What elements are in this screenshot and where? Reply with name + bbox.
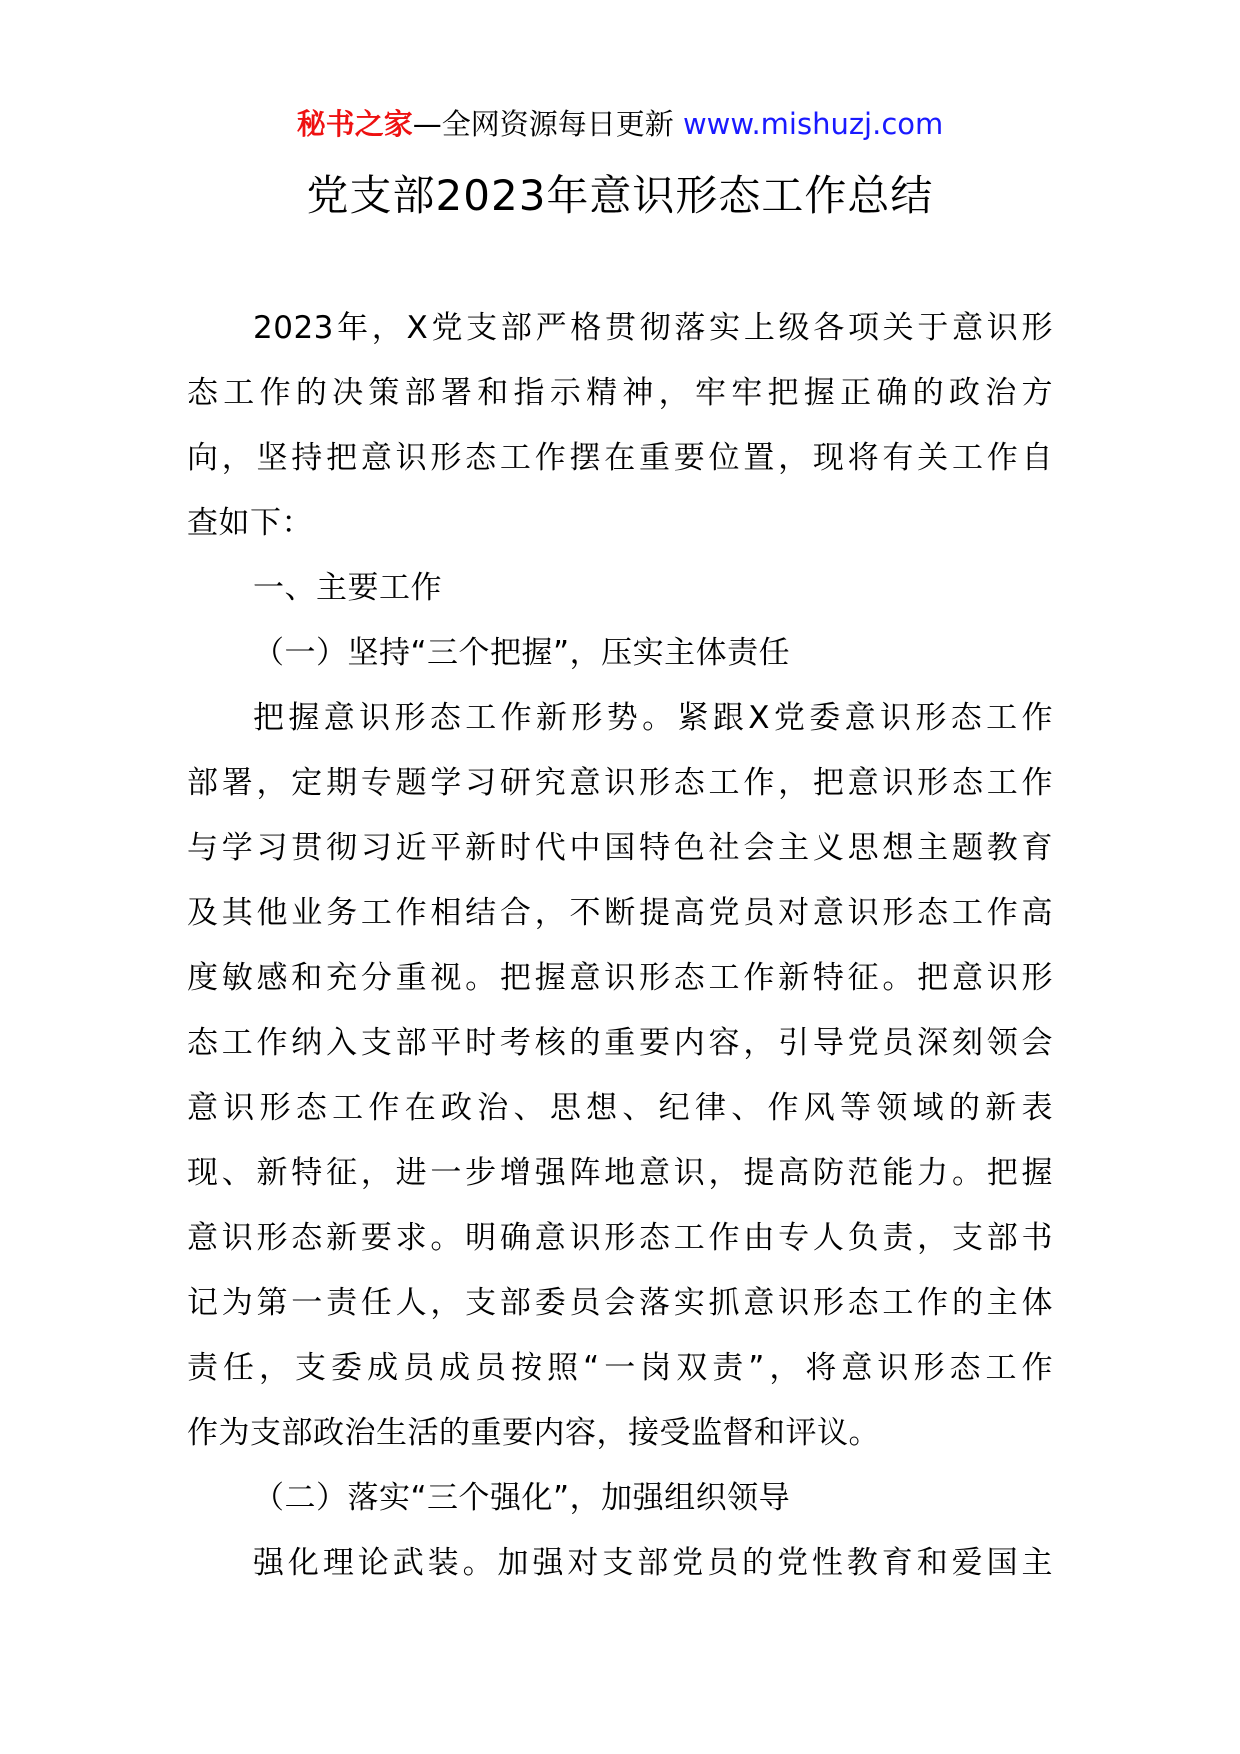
brand-name: 秘书之家 <box>296 107 413 141</box>
text-line: 查如下： <box>187 505 313 541</box>
text-line: 度敏感和充分重视。把握意识形态工作新特征。把意识形 <box>187 960 1053 996</box>
document-body <box>187 296 1053 1596</box>
text-line: 及其他业务工作相结合，不断提高党员对意识形态工作高 <box>187 895 1053 931</box>
header-slogan: —全网资源每日更新 <box>412 107 674 141</box>
text-line: 部署，定期专题学习研究意识形态工作，把意识形态工作 <box>187 765 1053 801</box>
text-line: 意识形态工作在政治、思想、纪律、作风等领域的新表 <box>187 1090 1053 1126</box>
text-line: 把握意识形态工作新形势。紧跟X党委意识形态工作 <box>253 700 1053 736</box>
document-title: 党支部2023年意识形态工作总结 <box>306 171 934 220</box>
text-line: 意识形态新要求。明确意识形态工作由专人负责，支部书 <box>187 1220 1053 1256</box>
site-link[interactable]: www.mishuzj.com <box>682 107 944 141</box>
text-line: 责任，支委成员成员按照“一岗双责”，将意识形态工作 <box>187 1350 1053 1386</box>
text-line: （二）落实“三个强化”，加强组织领导 <box>253 1480 791 1516</box>
text-line: 一、主要工作 <box>253 570 442 606</box>
text-line: 态工作的决策部署和指示精神，牢牢把握正确的政治方 <box>187 375 1053 411</box>
text-line: 态工作纳入支部平时考核的重要内容，引导党员深刻领会 <box>187 1025 1053 1061</box>
text-line: 向，坚持把意识形态工作摆在重要位置，现将有关工作自 <box>187 440 1053 476</box>
text-line: 强化理论武装。加强对支部党员的党性教育和爱国主 <box>253 1545 1053 1581</box>
text-line: 与学习贯彻习近平新时代中国特色社会主义思想主题教育 <box>187 830 1053 866</box>
text-line: （一）坚持“三个把握”，压实主体责任 <box>253 635 791 671</box>
text-line: 记为第一责任人，支部委员会落实抓意识形态工作的主体 <box>187 1285 1053 1321</box>
text-line: 现、新特征，进一步增强阵地意识，提高防范能力。把握 <box>187 1155 1053 1191</box>
text-line: 作为支部政治生活的重要内容，接受监督和评议。 <box>187 1415 880 1451</box>
text-line: 2023年，X党支部严格贯彻落实上级各项关于意识形 <box>253 310 1053 346</box>
site-header <box>0 104 1240 144</box>
